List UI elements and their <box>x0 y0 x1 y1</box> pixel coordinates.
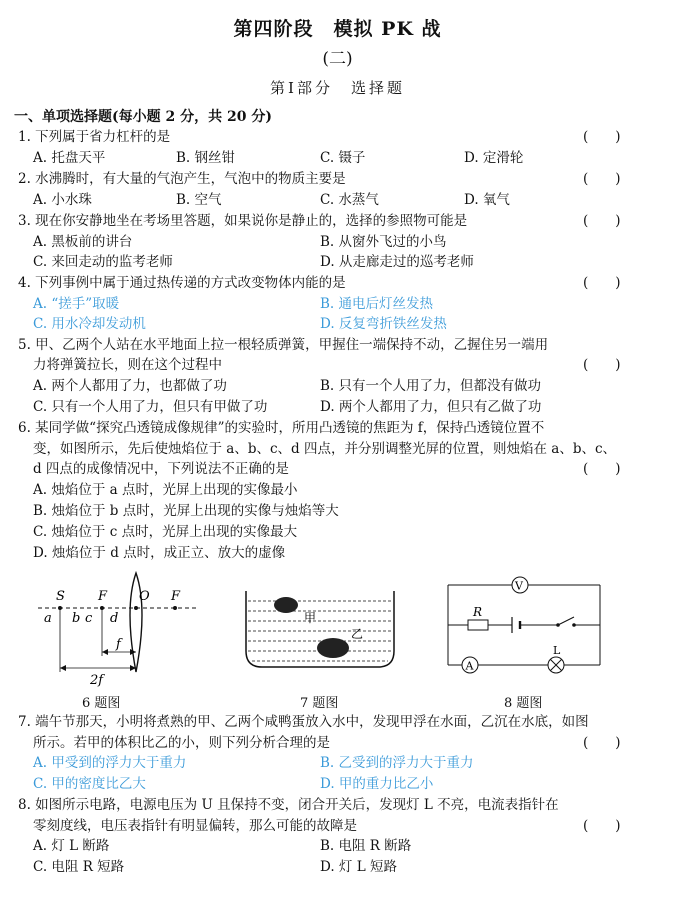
label-yi: 乙 <box>351 627 364 641</box>
question-5-stem-line-1: 5. 甲、乙两个人站在水平地面上拉一根轻质弹簧，甲握住一端保持不动，乙握住另一端用 <box>18 337 549 353</box>
q3-option-d[interactable]: D. 从走廊走过的巡考老师 <box>320 254 474 270</box>
q4-option-c[interactable]: C. 用水冷却发动机 <box>33 316 146 332</box>
label-f-dim: f <box>116 637 121 652</box>
label-l: L <box>553 644 561 657</box>
question-1-stem: 1. 下列属于省力杠杆的是 <box>18 129 171 145</box>
answer-blank-5[interactable]: ( ) <box>583 357 621 373</box>
q7-option-a[interactable]: A. 甲受到的浮力大于重力 <box>33 755 187 771</box>
question-7-stem-line-2: 所示。若甲的体积比乙的小，则下列分析合理的是 <box>33 735 330 751</box>
q1-option-b[interactable]: B. 钢丝钳 <box>176 150 236 166</box>
q6-option-c[interactable]: C. 烛焰位于 c 点时，光屏上出现的实像最大 <box>33 524 298 540</box>
page-title: 第四阶段 模拟 PK 战 <box>233 18 442 40</box>
label-f-left: F <box>98 589 108 604</box>
question-6-stem-line-2: 变，如图所示，先后使烛焰位于 a、b、c、d 四点，并分别调整光屏的位置，则烛焰在 a、b、c、 <box>33 441 617 457</box>
question-8-stem-line-2: 零刻度线，电压表指针有明显偏转，那么可能的故障是 <box>33 818 357 834</box>
label-v: V <box>515 579 523 593</box>
q5-option-d[interactable]: D. 两个人都用了力，但只有乙做了功 <box>320 399 542 415</box>
answer-blank-2[interactable]: ( ) <box>583 171 621 187</box>
answer-blank-7[interactable]: ( ) <box>583 735 621 751</box>
q1-option-a[interactable]: A. 托盘天平 <box>33 150 106 166</box>
answer-blank-3[interactable]: ( ) <box>583 213 621 229</box>
q3-option-c[interactable]: C. 来回走动的监考老师 <box>33 254 173 270</box>
q6-option-d[interactable]: D. 烛焰位于 d 点时，成正立、放大的虚像 <box>33 545 286 561</box>
q5-option-a[interactable]: A. 两个人都用了力，也都做了功 <box>33 378 227 394</box>
egg-jia <box>274 597 298 613</box>
resistor-r <box>468 620 488 630</box>
q8-option-a[interactable]: A. 灯 L 断路 <box>33 838 110 854</box>
switch-contact <box>572 623 576 627</box>
q6-option-a[interactable]: A. 烛焰位于 a 点时，光屏上出现的实像最小 <box>33 482 298 498</box>
label-2f: 2f <box>90 673 104 688</box>
point-o <box>134 606 138 610</box>
q3-option-a[interactable]: A. 黑板前的讲台 <box>33 234 133 250</box>
q7-option-c[interactable]: C. 甲的密度比乙大 <box>33 776 146 792</box>
label-o: O <box>139 589 150 604</box>
answer-blank-8[interactable]: ( ) <box>583 818 621 834</box>
label-c: c <box>85 611 93 626</box>
q4-option-d[interactable]: D. 反复弯折铁丝发热 <box>320 316 447 332</box>
label-d: d <box>110 611 119 626</box>
label-s: S <box>56 589 65 604</box>
label-a: a <box>44 611 52 626</box>
figure-6-caption: 6 题图 <box>82 696 121 711</box>
egg-yi <box>317 638 349 658</box>
figure-6-lens-diagram <box>30 570 200 688</box>
answer-blank-1[interactable]: ( ) <box>583 129 621 145</box>
figure-8-caption: 8 题图 <box>504 696 543 711</box>
q2-option-c[interactable]: C. 水蒸气 <box>320 192 379 208</box>
question-7-stem-line-1: 7. 端午节那天，小明将煮熟的甲、乙两个咸鸭蛋放入水中，发现甲浮在水面，乙沉在水底，如图 <box>18 714 589 730</box>
question-6-stem-line-1: 6. 某同学做“探究凸透镜成像规律”的实验时，所用凸透镜的焦距为 f，保持凸透镜位置不 <box>18 420 545 436</box>
q5-option-c[interactable]: C. 只有一个人用了力，但只有甲做了功 <box>33 399 268 415</box>
convex-lens <box>130 573 142 672</box>
q5-option-b[interactable]: B. 只有一个人用了力，但都没有做功 <box>320 378 542 394</box>
question-8-stem-line-1: 8. 如图所示电路，电源电压为 U 且保持不变，闭合开关后，发现灯 L 不亮，电流表指针在 <box>18 797 559 813</box>
water-container <box>246 591 394 667</box>
section-title: 一、单项选择题(每小题 2 分，共 20 分) <box>14 109 272 125</box>
label-b: b <box>72 611 81 626</box>
question-2-stem: 2. 水沸腾时，有大量的气泡产生，气泡中的物质主要是 <box>18 171 346 187</box>
question-6-stem-line-3: d 四点的成像情况中，下列说法不正确的是 <box>33 461 289 477</box>
answer-blank-4[interactable]: ( ) <box>583 275 621 291</box>
figure-7-eggs-diagram <box>240 585 400 675</box>
question-4-stem: 4. 下列事例中属于通过热传递的方式改变物体内能的是 <box>18 275 346 291</box>
q2-option-a[interactable]: A. 小水珠 <box>33 192 92 208</box>
page-subtitle: (二) <box>322 49 353 69</box>
label-r: R <box>473 605 483 619</box>
answer-blank-6[interactable]: ( ) <box>583 461 621 477</box>
label-a-meter: A <box>465 659 474 673</box>
q3-option-b[interactable]: B. 从窗外飞过的小鸟 <box>320 234 447 250</box>
q8-option-b[interactable]: B. 电阻 R 断路 <box>320 838 412 854</box>
point-f-right <box>173 606 177 610</box>
q2-option-d[interactable]: D. 氧气 <box>464 192 510 208</box>
q8-option-c[interactable]: C. 电阻 R 短路 <box>33 859 125 875</box>
part-heading: 第Ⅰ部分 选择题 <box>270 79 405 97</box>
q8-option-d[interactable]: D. 灯 L 短路 <box>320 859 397 875</box>
figure-8-circuit-diagram <box>440 575 610 680</box>
figure-7-caption: 7 题图 <box>300 696 339 711</box>
q1-option-c[interactable]: C. 镊子 <box>320 150 366 166</box>
q6-option-b[interactable]: B. 烛焰位于 b 点时，光屏上出现的实像与烛焰等大 <box>33 503 339 519</box>
label-jia: 甲 <box>304 611 317 625</box>
switch-pivot <box>556 623 560 627</box>
q2-option-b[interactable]: B. 空气 <box>176 192 222 208</box>
q4-option-b[interactable]: B. 通电后灯丝发热 <box>320 296 434 312</box>
question-5-stem-line-2: 力将弹簧拉长，则在这个过程中 <box>33 357 222 373</box>
q7-option-b[interactable]: B. 乙受到的浮力大于重力 <box>320 755 474 771</box>
question-3-stem: 3. 现在你安静地坐在考场里答题，如果说你是静止的，选择的参照物可能是 <box>18 213 468 229</box>
q1-option-d[interactable]: D. 定滑轮 <box>464 150 524 166</box>
q7-option-d[interactable]: D. 甲的重力比乙小 <box>320 776 434 792</box>
label-f-right: F <box>171 589 181 604</box>
q4-option-a[interactable]: A. “搓手”取暖 <box>33 296 120 312</box>
